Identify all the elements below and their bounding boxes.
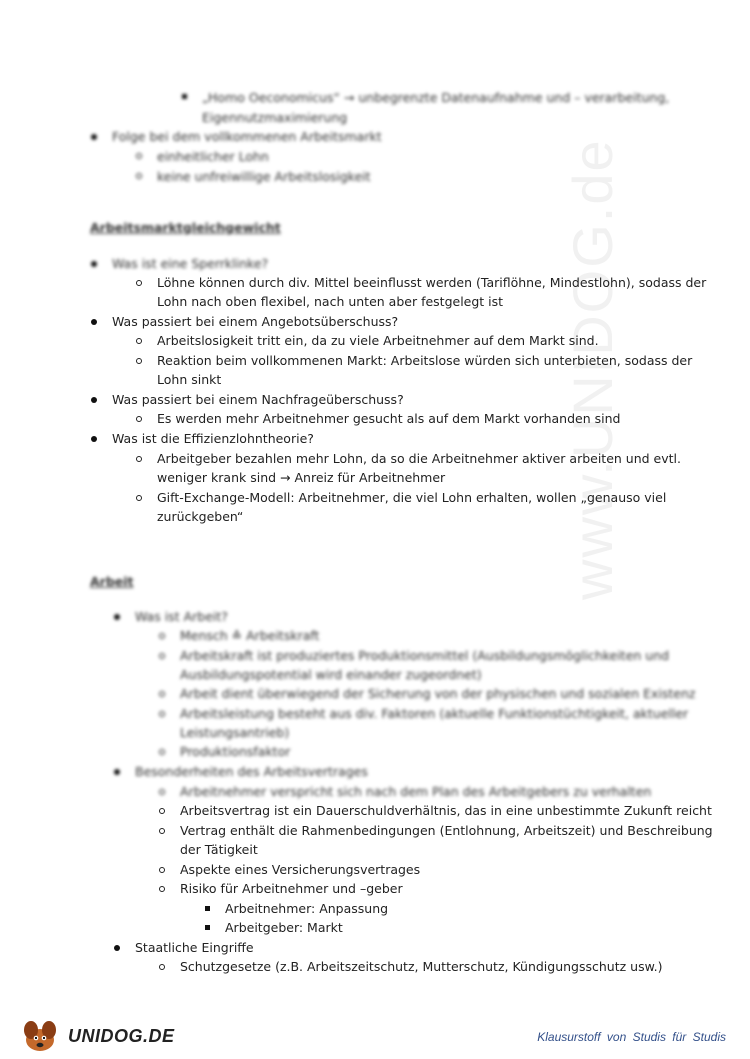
blurred-line: Arbeitnehmer verspricht sich nach dem Plan des Arbeitgebers zu verhalten <box>180 784 652 799</box>
blurred-line: einheitlicher Lohn <box>157 149 269 164</box>
text-line: Arbeitgeber bezahlen mehr Lohn, da so die Arbeitnehmer aktiver arbeiten und evtl. <box>157 451 681 466</box>
bullet-circle <box>136 153 142 159</box>
bullet-square <box>205 906 210 911</box>
logo-text: UNIDOG.DE <box>68 1026 175 1046</box>
bullet-dot <box>91 397 97 403</box>
blurred-line: Ausbildungspotential wird einander zugeordnet) <box>180 667 482 682</box>
bullet-circle <box>136 495 142 501</box>
section-heading: Arbeit <box>90 574 134 589</box>
bullet-circle <box>136 338 142 344</box>
text-line: Es werden mehr Arbeitnehmer gesucht als auf dem Markt vorhanden sind <box>157 411 621 426</box>
bullet-circle <box>159 711 165 717</box>
blurred-line: keine unfreiwillige Arbeitslosigkeit <box>157 169 371 184</box>
text-line: Lohn nach oben flexibel, nach unten aber festgelegt ist <box>157 294 504 309</box>
bullet-circle <box>159 749 165 755</box>
bullet-circle <box>159 633 165 639</box>
text-line: Schutzgesetze (z.B. Arbeitszeitschutz, Mutterschutz, Kündigungsschutz usw.) <box>180 959 663 974</box>
bullet-circle <box>159 653 165 659</box>
bullet-dot <box>91 436 97 442</box>
bullet-dot <box>91 261 97 267</box>
blurred-line: Was ist Arbeit? <box>135 609 228 624</box>
watermark: www.UNIDOG.de <box>561 138 624 600</box>
bullet-circle <box>159 691 165 697</box>
text-line: zurückgeben“ <box>157 509 244 524</box>
text-line: Arbeitnehmer: Anpassung <box>225 901 389 916</box>
blurred-line: Folge bei dem vollkommenen Arbeitsmarkt <box>112 129 382 144</box>
section-heading: Arbeitsmarktgleichgewicht <box>90 220 281 235</box>
text-line: Gift-Exchange-Modell: Arbeitnehmer, die viel Lohn erhalten, wollen „genauso viel <box>157 490 667 505</box>
bullet-circle <box>159 808 165 814</box>
text-line: Löhne können durch div. Mittel beeinflusst werden (Tariflöhne, Mindestlohn), sodass der <box>157 275 707 290</box>
blurred-line: Produktionsfaktor <box>180 744 291 759</box>
blurred-line: „Homo Oeconomicus“ → unbegrenzte Datenaufnahme und – verarbeitung, <box>202 90 670 105</box>
footer-tagline: Klausurstoff von Studis für Studis <box>537 1030 726 1044</box>
bullet-dot <box>114 945 120 951</box>
text-line: Arbeitsvertrag ist ein Dauerschuldverhältnis, das in eine unbestimmte Zukunft reicht <box>180 803 712 818</box>
bullet-dot <box>114 769 120 775</box>
bullet-dot <box>114 614 120 620</box>
blurred-line: Besonderheiten des Arbeitsvertrages <box>135 764 368 779</box>
bullet-dot <box>91 319 97 325</box>
bullet-circle <box>159 789 165 795</box>
text-line: Risiko für Arbeitnehmer und –geber <box>180 881 403 896</box>
blurred-line: Was ist eine Sperrklinke? <box>112 256 269 271</box>
text-line: Staatliche Eingriffe <box>135 940 254 955</box>
bullet-circle <box>159 828 165 834</box>
dog-icon <box>18 1016 66 1054</box>
blurred-line: Eigennutzmaximierung <box>202 110 348 125</box>
blurred-line: Mensch ≙ Arbeitskraft <box>180 628 320 643</box>
bullet-circle <box>136 456 142 462</box>
text-line: Was ist die Effizienzlohntheorie? <box>112 431 314 446</box>
text-line: weniger krank sind → Anreiz für Arbeitnehmer <box>157 470 446 485</box>
blurred-line: Arbeitsleistung besteht aus div. Faktoren (aktuelle Funktionstüchtigkeit, aktueller <box>180 706 689 721</box>
unidog-logo <box>18 1016 175 1054</box>
blurred-line: Arbeit dient überwiegend der Sicherung von der physischen und sozialen Existenz <box>180 686 696 701</box>
bullet-circle <box>136 358 142 364</box>
blurred-line: Arbeitskraft ist produziertes Produktionsmittel (Ausbildungsmöglichkeiten und <box>180 648 670 663</box>
bullet-dot <box>91 134 97 140</box>
bullet-square <box>182 94 187 99</box>
bullet-square <box>205 925 210 930</box>
bullet-circle <box>136 280 142 286</box>
text-line: Aspekte eines Versicherungsvertrages <box>180 862 421 877</box>
bullet-circle <box>136 173 142 179</box>
bullet-circle <box>159 964 165 970</box>
text-line: Reaktion beim vollkommenen Markt: Arbeitslose würden sich unterbieten, sodass der <box>157 353 693 368</box>
text-line: Arbeitslosigkeit tritt ein, da zu viele Arbeitnehmer auf dem Markt sind. <box>157 333 599 348</box>
text-line: Was passiert bei einem Angebotsüberschuss? <box>112 314 399 329</box>
bullet-circle <box>136 416 142 422</box>
text-line: der Tätigkeit <box>180 842 258 857</box>
text-line: Lohn sinkt <box>157 372 222 387</box>
bullet-circle <box>159 867 165 873</box>
text-line: Was passiert bei einem Nachfrageüberschuss? <box>112 392 404 407</box>
text-line: Vertrag enthält die Rahmenbedingungen (Entlohnung, Arbeitszeit) und Beschreibung <box>180 823 713 838</box>
text-line: Arbeitgeber: Markt <box>225 920 343 935</box>
bullet-circle <box>159 886 165 892</box>
blurred-line: Leistungsantrieb) <box>180 725 290 740</box>
